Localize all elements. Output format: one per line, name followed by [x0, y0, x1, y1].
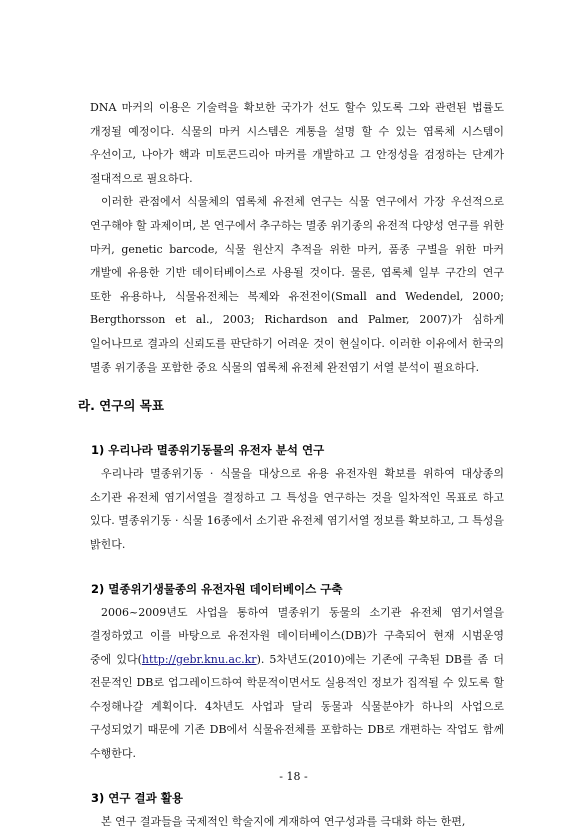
paragraph-database: [90, 601, 504, 766]
paragraph-chloroplast-genome: 이러한 관점에서 식물체의 엽록체 유전체 연구는 식물 연구에서 가장 우선적으로 연구해야 할 과제이며, 본 연구에서 추구하는 멸종 위기종의 유전적 다양성 연구를 위한 마커, genetic barcode, 식물 원산지 추적을 위한 마커, 품종 구별을 위한 마커 개발에 유용한 기반 데이터베이스로 사용될 것이다. 물론, 엽록체 일부 구간의 연구 또한 유용하나, 식물유전체는 복제와 유전전이(Small and Wedendel, 2000; Bergthorsson et al., 2003; Richardson and Palmer, 2007)가 심하게 일어나므로 결과의 신뢰도를 판단하기 어려운 것이 현실이다. 이러한 이유에서 한국의 멸종 위기종을 포함한 중요 식물의 엽록체 유전체 완전염기 서열 분석이 필요하다.: [90, 195, 504, 374]
database-text-after-link: ). 5차년도(2010)에는 기존에 구축된 DB를 좀 더 전문적인 DB로 업그레이드하여 학문적이면서도 실용적인 정보가 집적될 수 있도록 할 수정해나갈 계획이다. 4차년도 사업과 달리 동물과 식물분야가 하나의 사업으로 구성되었기 때문에 기존 DB에서 식물유전체를 포함하는 DB로 개편하는 작업도 함께 수행한다.: [90, 652, 505, 761]
paragraph-gene-analysis: 우리나라 멸종위기동 · 식물을 대상으로 유용 유전자원 확보를 위하여 대상종의 소기관 유전체 염기서열을 결정하고 그 특성을 연구하는 것을 일차적인 목표로 하고 있다. 멸종위기동 · 식물 16종에서 소기관 유전체 염기서열 정보를 확보하고, 그 특성을 밝힌다.: [90, 467, 504, 551]
database-text-before-link: 2006~2009년도 사업을 통하여 멸종위기 동물의 소기관 유전체 염기서열을 결정하였고 이를 바탕으로 유전자원 데이터베이스(DB)가 구축되어 현재 시범운영 중에 있다(: [90, 605, 504, 666]
section-heading-research-goals: 라. 연구의 목표: [78, 398, 164, 414]
page-content: [78, 96, 505, 833]
page-number: - 18 -: [279, 770, 308, 783]
paragraph-result-usage: 본 연구 결과들을 국제적인 학술지에 게재하여 연구성과를 극대화 하는 한편,: [101, 814, 466, 828]
subsection-heading-gene-analysis: 1) 우리나라 멸종위기동물의 유전자 분석 연구: [91, 443, 325, 458]
subsection-heading-result-usage: 3) 연구 결과 활용: [91, 790, 183, 805]
subsection-heading-database: 2) 멸종위기생물종의 유전자원 데이터베이스 구축: [91, 581, 343, 596]
paragraph-dna-marker: DNA 마커의 이용은 기술력을 확보한 국가가 선도 할수 있도록 그와 관련된 법률도 개정될 예정이다. 식물의 마커 시스템은 계통을 설명 할 수 있는 엽록체 시스템이 우선이고, 나아가 핵과 미토콘드리아 마커를 개발하고 그 안정성을 검정하는 단계가 절대적으로 필요하다.: [90, 101, 504, 185]
database-link[interactable]: http://gebr.knu.ac.kr: [141, 652, 257, 666]
